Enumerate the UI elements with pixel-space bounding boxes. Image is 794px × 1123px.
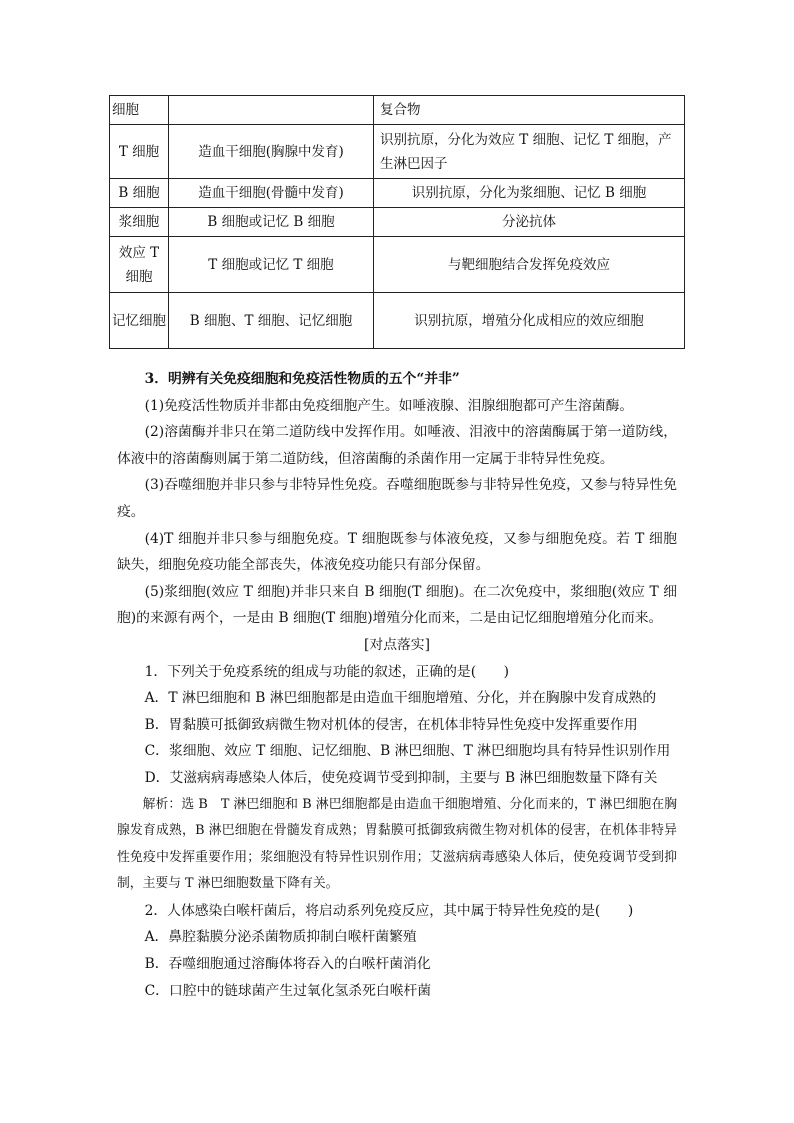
question-stem: 1．下列关于免疫系统的组成与功能的叙述，正确的是( ) (144, 663, 510, 680)
table-row (110, 293, 685, 349)
table-cell: 分泌抗体 (374, 208, 685, 237)
question-option: C．浆细胞、效应 T 细胞、记忆细胞、B 淋巴细胞、T 淋巴细胞均具有特异性识别作用 (144, 743, 671, 760)
table-cell: 与靶细胞结合发挥免疫效应 (374, 237, 685, 293)
question-option: B．胃黏膜可抵御致病微生物对机体的侵害，在机体非特异性免疫中发挥重要作用 (144, 716, 638, 733)
list-item: (4)T 细胞并非只参与细胞免疫。T 细胞既参与体液免疫，又参与细胞免疫。若 T 细胞缺失，细胞免疫功能全部丧失，体液免疫功能只有部分保留。 (117, 530, 677, 574)
table-cell: 识别抗原，增殖分化成相应的效应细胞 (374, 293, 685, 349)
practice-label: [对点落实] (364, 636, 430, 653)
immune-cell-table (109, 95, 685, 349)
table-cell: 效应 T 细胞 (110, 237, 169, 293)
table-row (110, 237, 685, 293)
question-stem: 2．人体感染白喉杆菌后，将启动系列免疫反应，其中属于特异性免疫的是( ) (144, 902, 634, 919)
list-item: (3)吞噬细胞并非只参与非特异性免疫。吞噬细胞既参与非特异性免疫，又参与特异性免疫。 (117, 477, 677, 520)
question-option: C．口腔中的链球菌产生过氧化氢杀死白喉杆菌 (144, 982, 432, 999)
table-cell: 造血干细胞(骨髓中发育) (169, 179, 374, 208)
table-row (110, 208, 685, 237)
question-option: A．鼻腔黏膜分泌杀菌物质抑制白喉杆菌繁殖 (144, 929, 417, 946)
table-cell: T 细胞或记忆 T 细胞 (169, 237, 374, 293)
table-row (110, 125, 685, 179)
table-cell (169, 96, 374, 125)
table-cell: 细胞 (110, 96, 169, 125)
table-cell: B 细胞或记忆 B 细胞 (169, 208, 374, 237)
table-cell: 浆细胞 (110, 208, 169, 237)
question-option: D．艾滋病病毒感染人体后，使免疫调节受到抑制，主要与 B 淋巴细胞数量下降有关 (144, 769, 658, 786)
table-cell: 复合物 (374, 96, 685, 125)
table-cell: B 细胞、T 细胞、记忆细胞 (169, 293, 374, 349)
list-item: (1)免疫活性物质并非都由免疫细胞产生。如唾液腺、泪腺细胞都可产生溶菌酶。 (144, 397, 634, 414)
table-cell: 造血干细胞(胸腺中发育) (169, 125, 374, 179)
question-option: B．吞噬细胞通过溶酶体将吞入的白喉杆菌消化 (144, 956, 431, 973)
section-heading: 3．明辨有关免疫细胞和免疫活性物质的五个“并非” (144, 371, 460, 387)
table-cell: 识别抗原，分化为浆细胞、记忆 B 细胞 (374, 179, 685, 208)
question-analysis: 解析：选 B T 淋巴细胞和 B 淋巴细胞都是由造血干细胞增殖、分化而来的，T 淋巴细胞在胸腺发育成熟，B 淋巴细胞在骨髓发育成熟；胃黏膜可抵御致病微生物对机体的侵害，在机体非特异性免疫中发挥重要作用；浆细胞没有特异性识别作用；艾滋病病毒感染人体后，使免疫调节受到抑制，主要与 T 淋巴细胞数量下降有关。 (117, 796, 677, 892)
list-item: (5)浆细胞(效应 T 细胞)并非只来自 B 细胞(T 细胞)。在二次免疫中，浆细胞(效应 T 细胞)的来源有两个，一是由 B 细胞(T 细胞)增殖分化而来，二是由记忆细胞增殖分化而来。 (117, 583, 677, 627)
table-cell: 识别抗原，分化为效应 T 细胞、记忆 T 细胞，产生淋巴因子 (374, 125, 685, 179)
question-option: A．T 淋巴细胞和 B 淋巴细胞都是由造血干细胞增殖、分化，并在胸腺中发育成熟的 (144, 690, 657, 707)
table-cell: 记忆细胞 (110, 293, 169, 349)
table-cell: B 细胞 (110, 179, 169, 208)
table-row (110, 179, 685, 208)
section-three (117, 366, 677, 1004)
table-row (110, 96, 685, 125)
list-item: (2)溶菌酶并非只在第二道防线中发挥作用。如唾液、泪液中的溶菌酶属于第一道防线，体液中的溶菌酶则属于第二道防线，但溶菌酶的杀菌作用一定属于非特异性免疫。 (117, 424, 677, 467)
table-cell: T 细胞 (110, 125, 169, 179)
